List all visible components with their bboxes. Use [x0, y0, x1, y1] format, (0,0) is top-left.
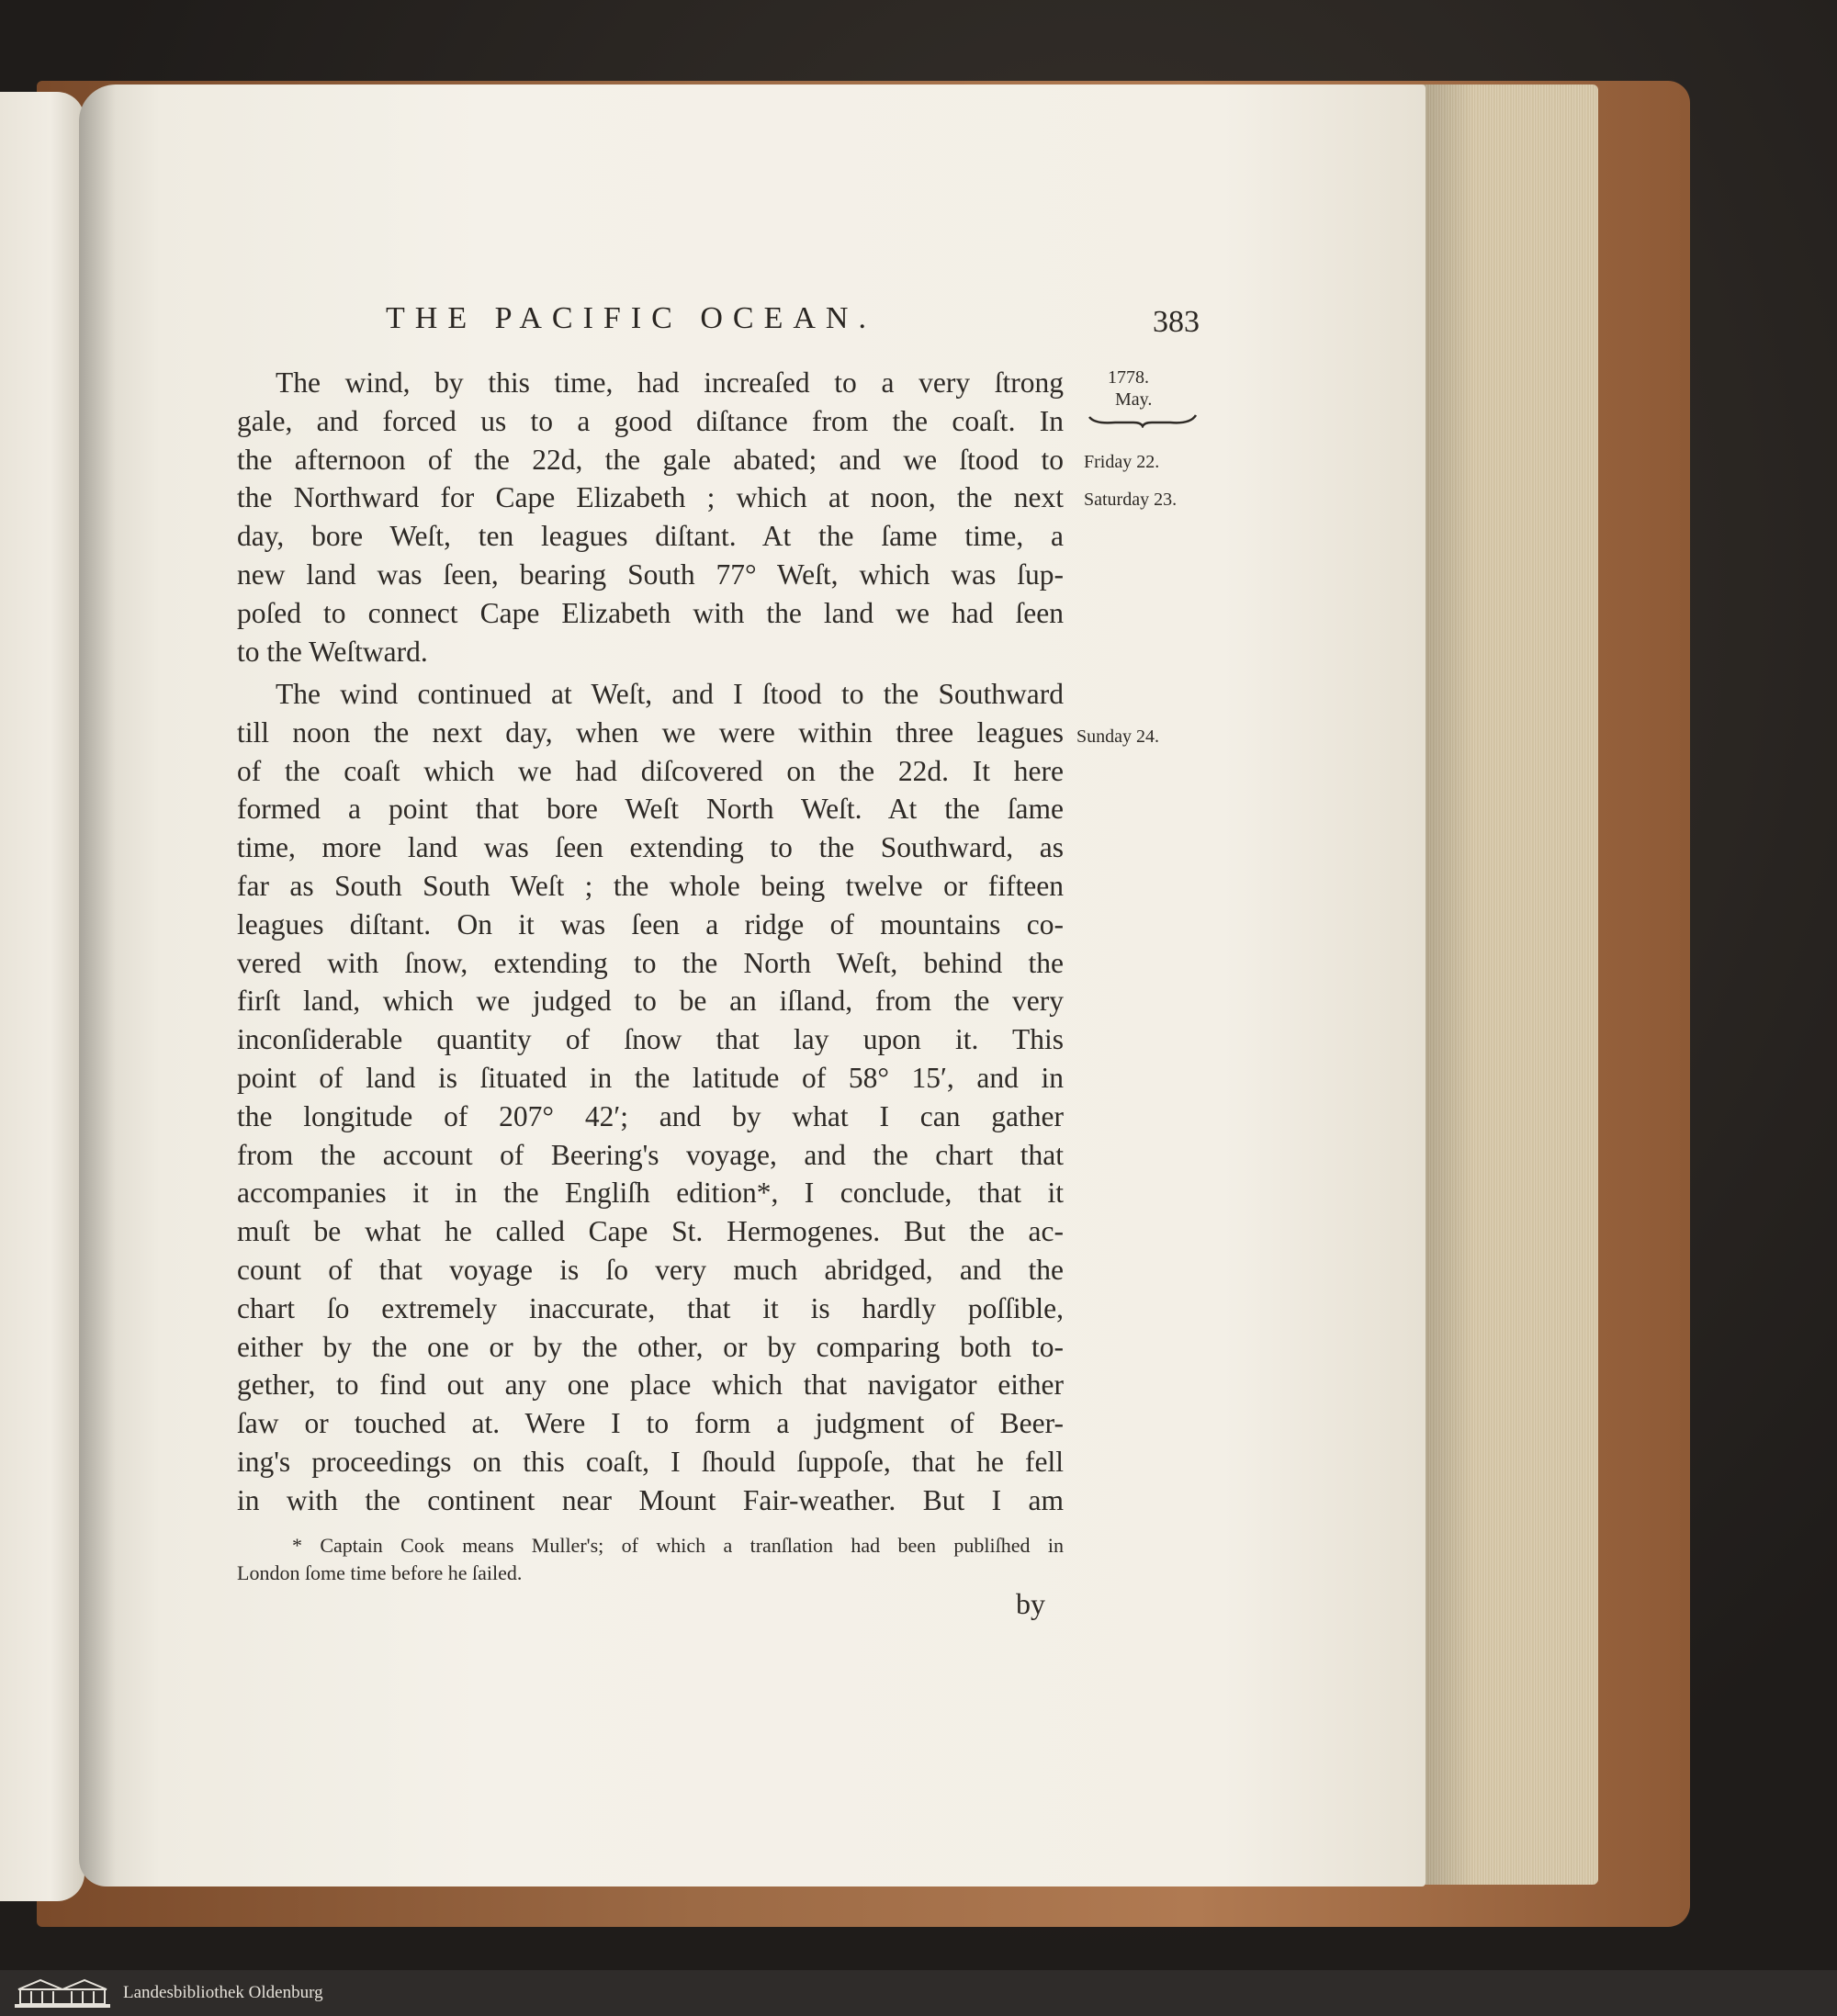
text-line: to the Weſtward.	[237, 635, 428, 668]
text-line: count of that voyage is ſo very much abridged, and the	[237, 1253, 1064, 1286]
text-line: gether, to find out any one place which that navigator either	[237, 1368, 1064, 1402]
footnote-line: * Captain Cook means Muller's; of which a tranſlation had been publiſhed in	[292, 1534, 1064, 1557]
text-line: of the coaſt which we had diſcovered on the 22d. It here	[237, 754, 1064, 787]
text-line: ing's proceedings on this coaſt, I ſhould ſuppoſe, that he fell	[237, 1445, 1064, 1478]
margin-brace-icon	[1088, 411, 1198, 428]
library-building-icon	[13, 1977, 112, 2010]
margin-note-sunday: Sunday 24.	[1076, 726, 1159, 747]
text-line: from the account of Beering's voyage, and the chart that	[237, 1138, 1064, 1171]
gutter-shadow	[79, 84, 116, 1886]
margin-note-year: 1778.	[1108, 367, 1149, 388]
text-line: firſt land, which we judged to be an iſland, from the very	[237, 985, 1064, 1018]
text-line: leagues diſtant. On it was ſeen a ridge of mountains co-	[237, 907, 1064, 940]
text-line: The wind continued at Weſt, and I ſtood to the Southward	[276, 678, 1064, 710]
page-number: 383	[1153, 305, 1200, 339]
text-line: the longitude of 207° 42′; and by what I can gather	[237, 1099, 1064, 1132]
text-line: either by the one or by the other, or by comparing both to-	[237, 1330, 1064, 1363]
left-page	[0, 92, 85, 1901]
footnote-line: London ſome time before he ſailed.	[237, 1561, 523, 1584]
text-line: far as South South Weſt ; the whole being twelve or fifteen	[237, 869, 1064, 902]
text-line: time, more land was ſeen extending to the Southward, as	[237, 831, 1064, 864]
text-line: The wind, by this time, had increaſed to a very ſtrong	[276, 366, 1064, 399]
text-line: day, bore Weſt, ten leagues diſtant. At the ſame time, a	[237, 520, 1064, 553]
running-head: THE PACIFIC OCEAN.	[386, 301, 876, 335]
text-line: till noon the next day, when we were within three leagues	[237, 715, 1064, 749]
library-name: Landesbibliothek Oldenburg	[123, 1983, 323, 2002]
text-line: accompanies it in the Engliſh edition*, I conclude, that it	[237, 1177, 1064, 1210]
catchword: by	[1016, 1587, 1045, 1620]
text-line: poſed to connect Cape Elizabeth with the land we had ſeen	[237, 596, 1064, 629]
text-line: gale, and forced us to a good diſtance from the coaſt. In	[237, 404, 1064, 437]
margin-note-friday: Friday 22.	[1084, 452, 1160, 472]
margin-note-month: May.	[1115, 389, 1153, 410]
text-line: ſaw or touched at. Were I to form a judgment of Beer-	[237, 1407, 1064, 1440]
text-line: muſt be what he called Cape St. Hermogenes. But the ac-	[237, 1215, 1064, 1248]
text-line: the afternoon of the 22d, the gale abated; and we ſtood to	[237, 443, 1064, 476]
text-line: point of land is ſituated in the latitude of 58° 15′, and in	[237, 1061, 1064, 1094]
text-line: in with the continent near Mount Fair-weather. But I am	[237, 1483, 1064, 1516]
margin-note-saturday: Saturday 23.	[1084, 490, 1178, 510]
text-line: inconſiderable quantity of ſnow that lay upon it. This	[237, 1023, 1064, 1056]
text-line: vered with ſnow, extending to the North Weſt, behind the	[237, 946, 1064, 979]
text-line: new land was ſeen, bearing South 77° Weſt, which was ſup-	[237, 557, 1064, 591]
text-line: chart ſo extremely inaccurate, that it is hardly poſſible,	[237, 1291, 1064, 1324]
footnote	[237, 1532, 1064, 1587]
paragraph-1	[237, 364, 1064, 670]
text-line: the Northward for Cape Elizabeth ; which at noon, the next	[237, 481, 1064, 514]
page-edges-shade	[1419, 84, 1474, 1885]
paragraph-2	[237, 675, 1064, 1520]
text-line: formed a point that bore Weſt North Weſt. At the ſame	[237, 793, 1064, 826]
